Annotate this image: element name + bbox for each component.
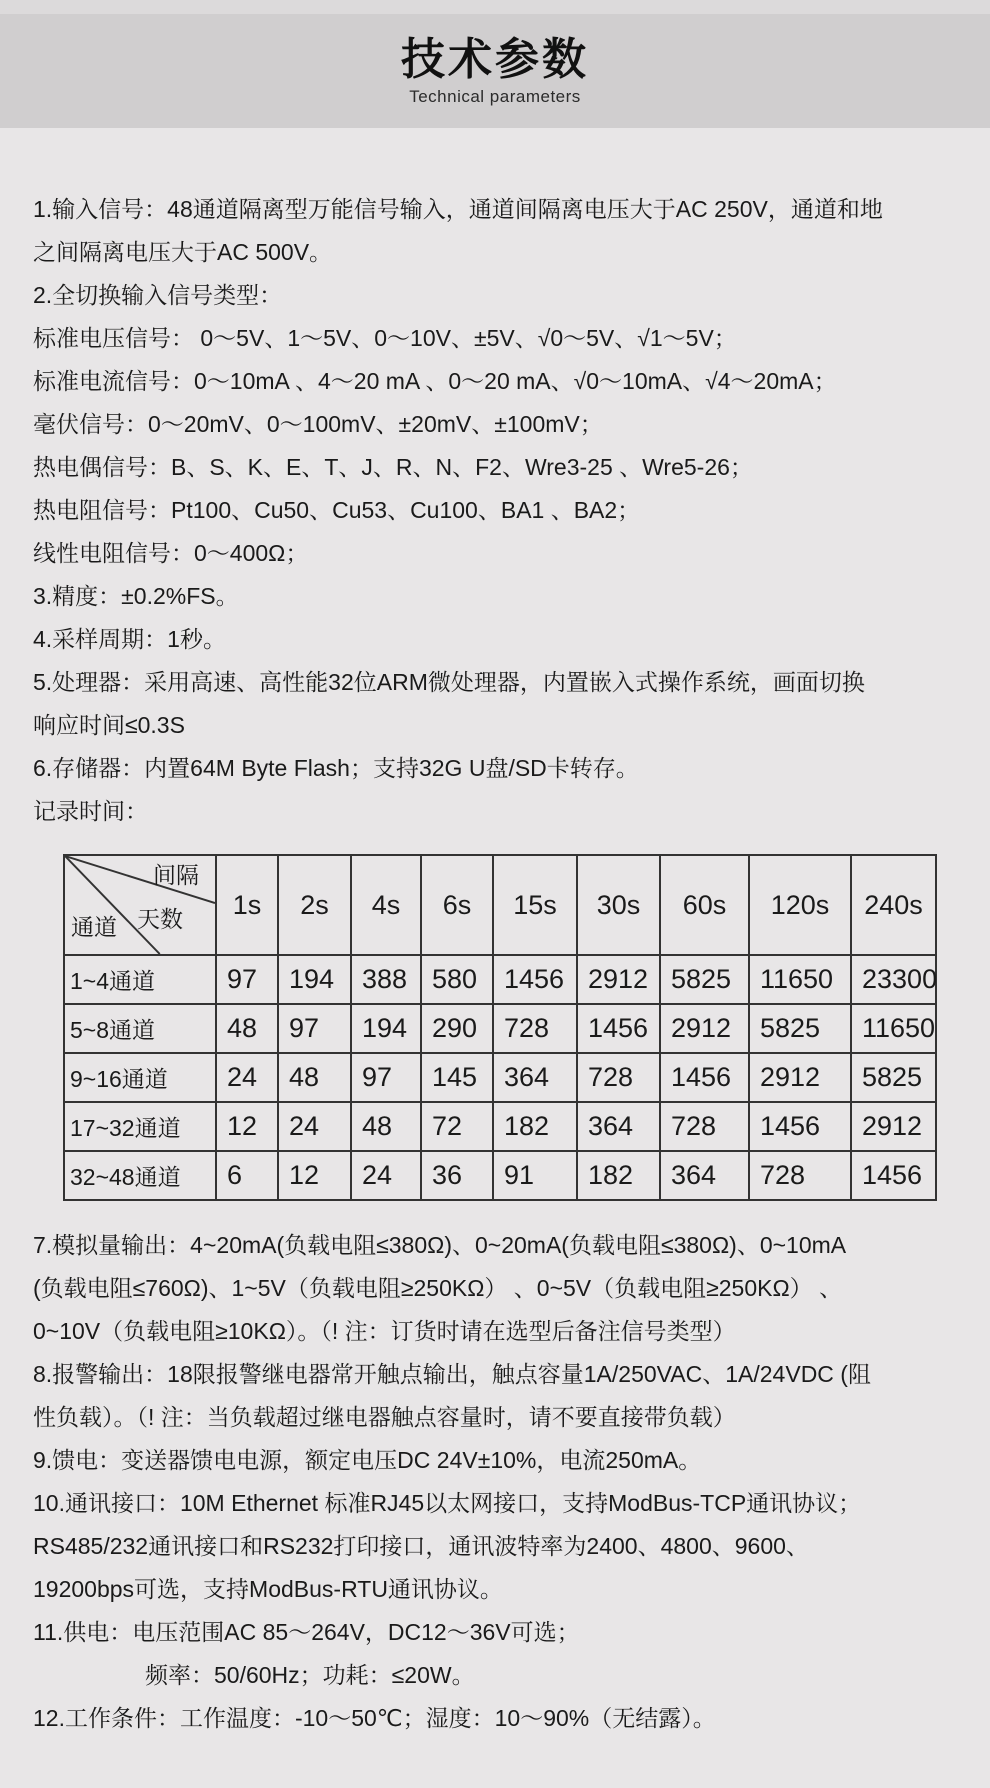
- table-cell: 6: [216, 1151, 278, 1200]
- spec-line-voltage-signals: 标准电压信号： 0～5V、1～5V、0～10V、±5V、√0～5V、√1～5V；: [33, 325, 737, 351]
- page-subtitle: Technical parameters: [409, 86, 581, 106]
- column-header: 2s: [278, 855, 351, 955]
- table-cell: 145: [421, 1053, 493, 1102]
- table-cell: 728: [660, 1102, 749, 1151]
- table-cell: 5825: [749, 1004, 851, 1053]
- spec-line-signal-types: 2.全切换输入信号类型：: [33, 282, 283, 308]
- table-cell: 24: [351, 1151, 421, 1200]
- table-cell: 580: [421, 955, 493, 1004]
- table-header-row: [64, 855, 936, 955]
- table-cell: 2912: [851, 1102, 936, 1151]
- column-header: 30s: [577, 855, 660, 955]
- row-label: 17~32通道: [64, 1102, 216, 1151]
- table-cell: 24: [278, 1102, 351, 1151]
- column-header: 60s: [660, 855, 749, 955]
- spec-line-sampling-period: 4.采样周期：1秒。: [33, 626, 226, 652]
- spec-line-linear-resistance: 线性电阻信号：0～400Ω；: [33, 540, 309, 566]
- table-cell: 48: [216, 1004, 278, 1053]
- row-label: 1~4通道: [64, 955, 216, 1004]
- table-cell: 728: [577, 1053, 660, 1102]
- table-cell: 182: [577, 1151, 660, 1200]
- spec-line-power-supply-2: 频率：50/60Hz；功耗：≤20W。: [145, 1662, 475, 1688]
- spec-line-record-time-label: 记录时间：: [33, 798, 148, 824]
- table-cell: 194: [351, 1004, 421, 1053]
- spec-line-processor-2: 响应时间≤0.3S: [33, 712, 185, 738]
- spec-line-comm-interface: 10.通讯接口：10M Ethernet 标准RJ45以太网接口，支持ModBus-TCP通讯协议；: [33, 1490, 862, 1516]
- spec-line-feed-power: 9.馈电：变送器馈电电源，额定电压DC 24V±10%，电流250mA。: [33, 1447, 702, 1473]
- spec-line-comm-interface-3: 19200bps可选，支持ModBus-RTU通讯协议。: [33, 1576, 503, 1602]
- spec-line-analog-output: 7.模拟量输出：4~20mA(负载电阻≤380Ω)、0~20mA(负载电阻≤380Ω)、0~10mA: [33, 1232, 847, 1258]
- spec-line-alarm-output: 8.报警输出：18限报警继电器常开触点输出，触点容量1A/250VAC、1A/24VDC (阻: [33, 1361, 871, 1387]
- table-cell: 12: [216, 1102, 278, 1151]
- table-cell: 290: [421, 1004, 493, 1053]
- table-cell: 388: [351, 955, 421, 1004]
- table-cell: 97: [278, 1004, 351, 1053]
- table-cell: 24: [216, 1053, 278, 1102]
- column-header: 15s: [493, 855, 577, 955]
- table-cell: 2912: [749, 1053, 851, 1102]
- table-cell: 194: [278, 955, 351, 1004]
- table-cell: 91: [493, 1151, 577, 1200]
- row-label: 5~8通道: [64, 1004, 216, 1053]
- table-cell: 1456: [749, 1102, 851, 1151]
- column-header: 1s: [216, 855, 278, 955]
- spec-line-analog-output-2: (负载电阻≤760Ω)、1~5V（负载电阻≥250KΩ） 、0~5V（负载电阻≥250KΩ） 、: [33, 1275, 843, 1301]
- top-strip: [0, 0, 990, 14]
- spec-line-alarm-output-2: 性负载）。（! 注：当负载超过继电器触点容量时，请不要直接带负载）: [33, 1404, 736, 1430]
- table-cell: 48: [351, 1102, 421, 1151]
- column-header: 120s: [749, 855, 851, 955]
- table-cell: 1456: [493, 955, 577, 1004]
- table-cell: 1456: [577, 1004, 660, 1053]
- spec-line-millivolt-signals: 毫伏信号：0～20mV、0～100mV、±20mV、±100mV；: [33, 411, 603, 437]
- table-row: [64, 1053, 936, 1102]
- corner-label-days: 天数: [137, 906, 183, 932]
- table-cell: 72: [421, 1102, 493, 1151]
- table-cell: 11650: [851, 1004, 936, 1053]
- table-cell: 36: [421, 1151, 493, 1200]
- spec-line-analog-output-3: 0~10V（负载电阻≥10KΩ）。（! 注：订货时请在选型后备注信号类型）: [33, 1318, 736, 1344]
- spec-line-working-conditions: 12.工作条件：工作温度：-10～50℃；湿度：10～90%（无结露）。: [33, 1705, 716, 1731]
- spec-line-input-signal: 1.输入信号：48通道隔离型万能信号输入，通道间隔离电压大于AC 250V，通道和地: [33, 196, 883, 222]
- table-row: [64, 955, 936, 1004]
- table-row: [64, 1004, 936, 1053]
- table-cell: 1456: [660, 1053, 749, 1102]
- page-title: 技术参数: [401, 35, 589, 85]
- spec-line-current-signals: 标准电流信号：0～10mA 、4～20 mA 、0～20 mA、√0～10mA、√4～20mA；: [33, 368, 837, 394]
- table-cell: 2912: [577, 955, 660, 1004]
- table-cell: 182: [493, 1102, 577, 1151]
- table-cell: 11650: [749, 955, 851, 1004]
- table-cell: 12: [278, 1151, 351, 1200]
- spec-line-power-supply: 11.供电：电压范围AC 85～264V，DC12～36V可选；: [33, 1619, 580, 1645]
- row-label: 9~16通道: [64, 1053, 216, 1102]
- column-header: 240s: [851, 855, 936, 955]
- table-cell: 728: [749, 1151, 851, 1200]
- header-band: [0, 14, 990, 128]
- table-cell: 364: [660, 1151, 749, 1200]
- table-cell: 364: [577, 1102, 660, 1151]
- table-cell: 48: [278, 1053, 351, 1102]
- spec-line-input-signal-2: 之间隔离电压大于AC 500V。: [33, 239, 333, 265]
- table-cell: 23300: [851, 955, 936, 1004]
- row-label: 32~48通道: [64, 1151, 216, 1200]
- spec-line-storage: 6.存储器：内置64M Byte Flash；支持32G U盘/SD卡转存。: [33, 755, 639, 781]
- column-header: 4s: [351, 855, 421, 955]
- table-cell: 364: [493, 1053, 577, 1102]
- table-cell: 1456: [851, 1151, 936, 1200]
- table-cell: 2912: [660, 1004, 749, 1053]
- corner-label-channel: 通道: [71, 914, 117, 940]
- spec-line-comm-interface-2: RS485/232通讯接口和RS232打印接口，通讯波特率为2400、4800、9600、: [33, 1533, 809, 1559]
- spec-content: [0, 128, 990, 1740]
- column-header: 6s: [421, 855, 493, 955]
- table-cell: 97: [351, 1053, 421, 1102]
- corner-label-interval: 间隔: [153, 862, 199, 888]
- spec-line-thermocouple-signals: 热电偶信号：B、S、K、E、T、J、R、N、F2、Wre3-25 、Wre5-26；: [33, 454, 753, 480]
- record-time-table: [63, 854, 937, 1201]
- spec-line-processor: 5.处理器：采用高速、高性能32位ARM微处理器，内置嵌入式操作系统，画面切换: [33, 669, 865, 695]
- table-cell: 5825: [660, 955, 749, 1004]
- table-row: [64, 1102, 936, 1151]
- spec-line-rtd-signals: 热电阻信号：Pt100、Cu50、Cu53、Cu100、BA1 、BA2；: [33, 497, 641, 523]
- table-row: [64, 1151, 936, 1200]
- table-cell: 728: [493, 1004, 577, 1053]
- corner-header-cell: [64, 855, 216, 955]
- table-cell: 97: [216, 955, 278, 1004]
- spec-line-accuracy: 3.精度：±0.2%FS。: [33, 583, 239, 609]
- table-cell: 5825: [851, 1053, 936, 1102]
